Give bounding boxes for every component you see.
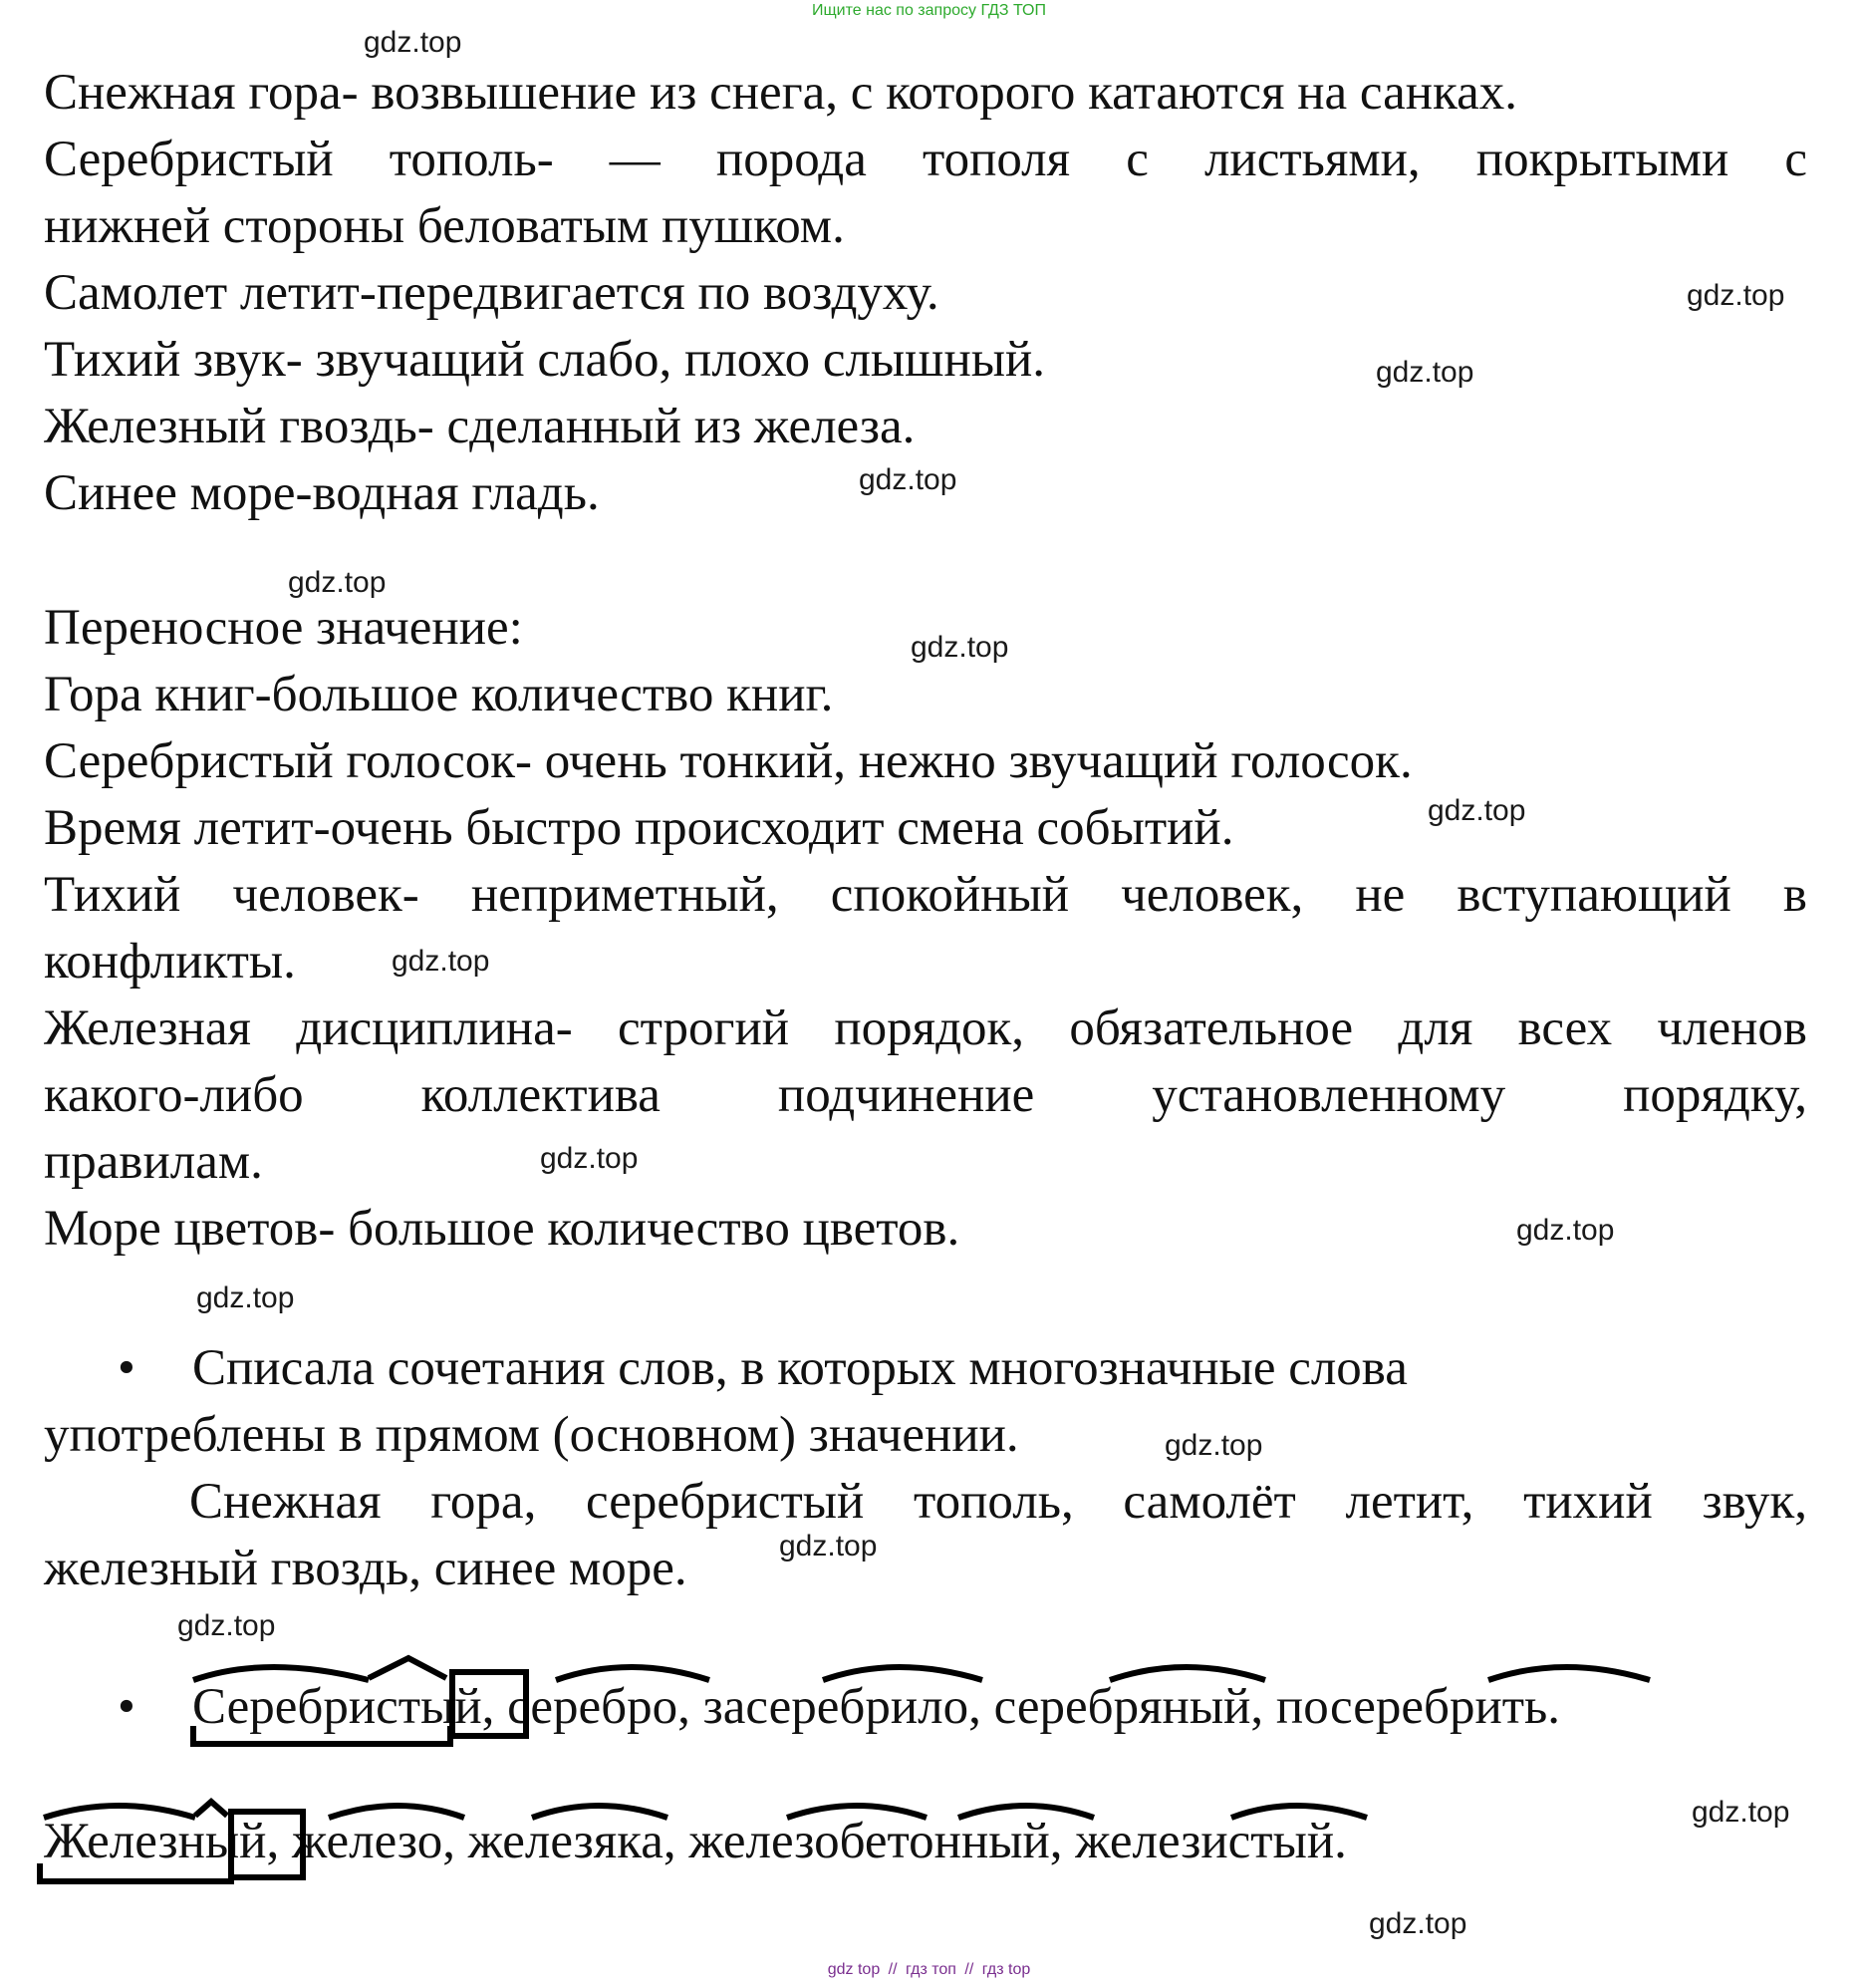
watermark: gdz.top — [392, 945, 490, 978]
text-line: Самолет летит-передвигается по воздуху. — [44, 265, 939, 321]
footer-separator: // — [888, 1961, 898, 1978]
footer-link[interactable]: гдз топ — [906, 1961, 956, 1978]
footer-link[interactable]: gdz top — [827, 1961, 881, 1978]
text-line: Время летит-очень быстро происходит смена событий. — [44, 800, 1234, 856]
watermark: gdz.top — [779, 1530, 878, 1562]
footer-separator: // — [964, 1961, 974, 1978]
text-line: нижней стороны беловатым пушком. — [44, 198, 845, 254]
watermark: gdz.top — [177, 1609, 276, 1642]
footer-links — [0, 1961, 1858, 1979]
watermark: gdz.top — [1369, 1907, 1467, 1940]
watermark: gdz.top — [540, 1142, 639, 1175]
watermark: gdz.top — [911, 631, 1009, 664]
answer-text: железный гвоздь, синее море. — [44, 1541, 687, 1596]
watermark: gdz.top — [196, 1281, 295, 1314]
text-line: Снежная гора- возвышение из снега, с которого катаются на санках. — [44, 65, 1517, 121]
task-text: употреблены в прямом (основном) значении. — [44, 1407, 1019, 1463]
watermark: gdz.top — [859, 463, 957, 496]
text-line: Железный гвоздь- сделанный из железа. — [44, 399, 916, 454]
search-hint: Ищите нас по запросу ГДЗ ТОП — [812, 2, 1046, 19]
word-family-iron: Железный, железо, железяка, железобетонный, железистый. — [44, 1814, 1347, 1869]
watermark: gdz.top — [364, 26, 462, 59]
text-line: Серебристый тополь- — порода тополя с листьями, покрытыми с — [44, 132, 1807, 187]
footer-link[interactable]: гдз top — [981, 1961, 1031, 1978]
task-text: Списала сочетания слов, в которых многозначные слова — [192, 1340, 1408, 1396]
text-line: Тихий звук- звучащий слабо, плохо слышный. — [44, 332, 1046, 388]
text-line: Серебристый голосок- очень тонкий, нежно звучащий голосок. — [44, 733, 1413, 789]
text-line: Гора книг-большое количество книг. — [44, 667, 834, 722]
watermark: gdz.top — [1428, 794, 1526, 827]
text-line: Тихий человек- неприметный, спокойный человек, не вступающий в — [44, 867, 1807, 923]
text-line: Море цветов- большое количество цветов. — [44, 1201, 960, 1257]
section-heading: Переносное значение: — [44, 600, 523, 656]
watermark: gdz.top — [1165, 1429, 1263, 1462]
bullet: • — [118, 1340, 135, 1396]
watermark: gdz.top — [1376, 356, 1474, 389]
watermark: gdz.top — [1516, 1214, 1615, 1247]
text-line: Синее море-водная гладь. — [44, 465, 600, 521]
text-line: какого-либо коллектива подчинение установленному порядку, — [44, 1067, 1807, 1123]
text-line: конфликты. — [44, 934, 296, 990]
answer-text: Снежная гора, серебристый тополь, самолёт летит, тихий звук, — [189, 1474, 1807, 1530]
text-line: правилам. — [44, 1134, 263, 1190]
watermark: gdz.top — [288, 566, 387, 599]
watermark: gdz.top — [1692, 1796, 1790, 1829]
watermark: gdz.top — [1687, 279, 1785, 312]
word-family-silver: Серебристый, серебро, засеребрило, серебряный, посеребрить. — [192, 1679, 1561, 1735]
bullet: • — [118, 1679, 135, 1735]
text-line: Железная дисциплина- строгий порядок, обязательное для всех членов — [44, 1000, 1807, 1056]
